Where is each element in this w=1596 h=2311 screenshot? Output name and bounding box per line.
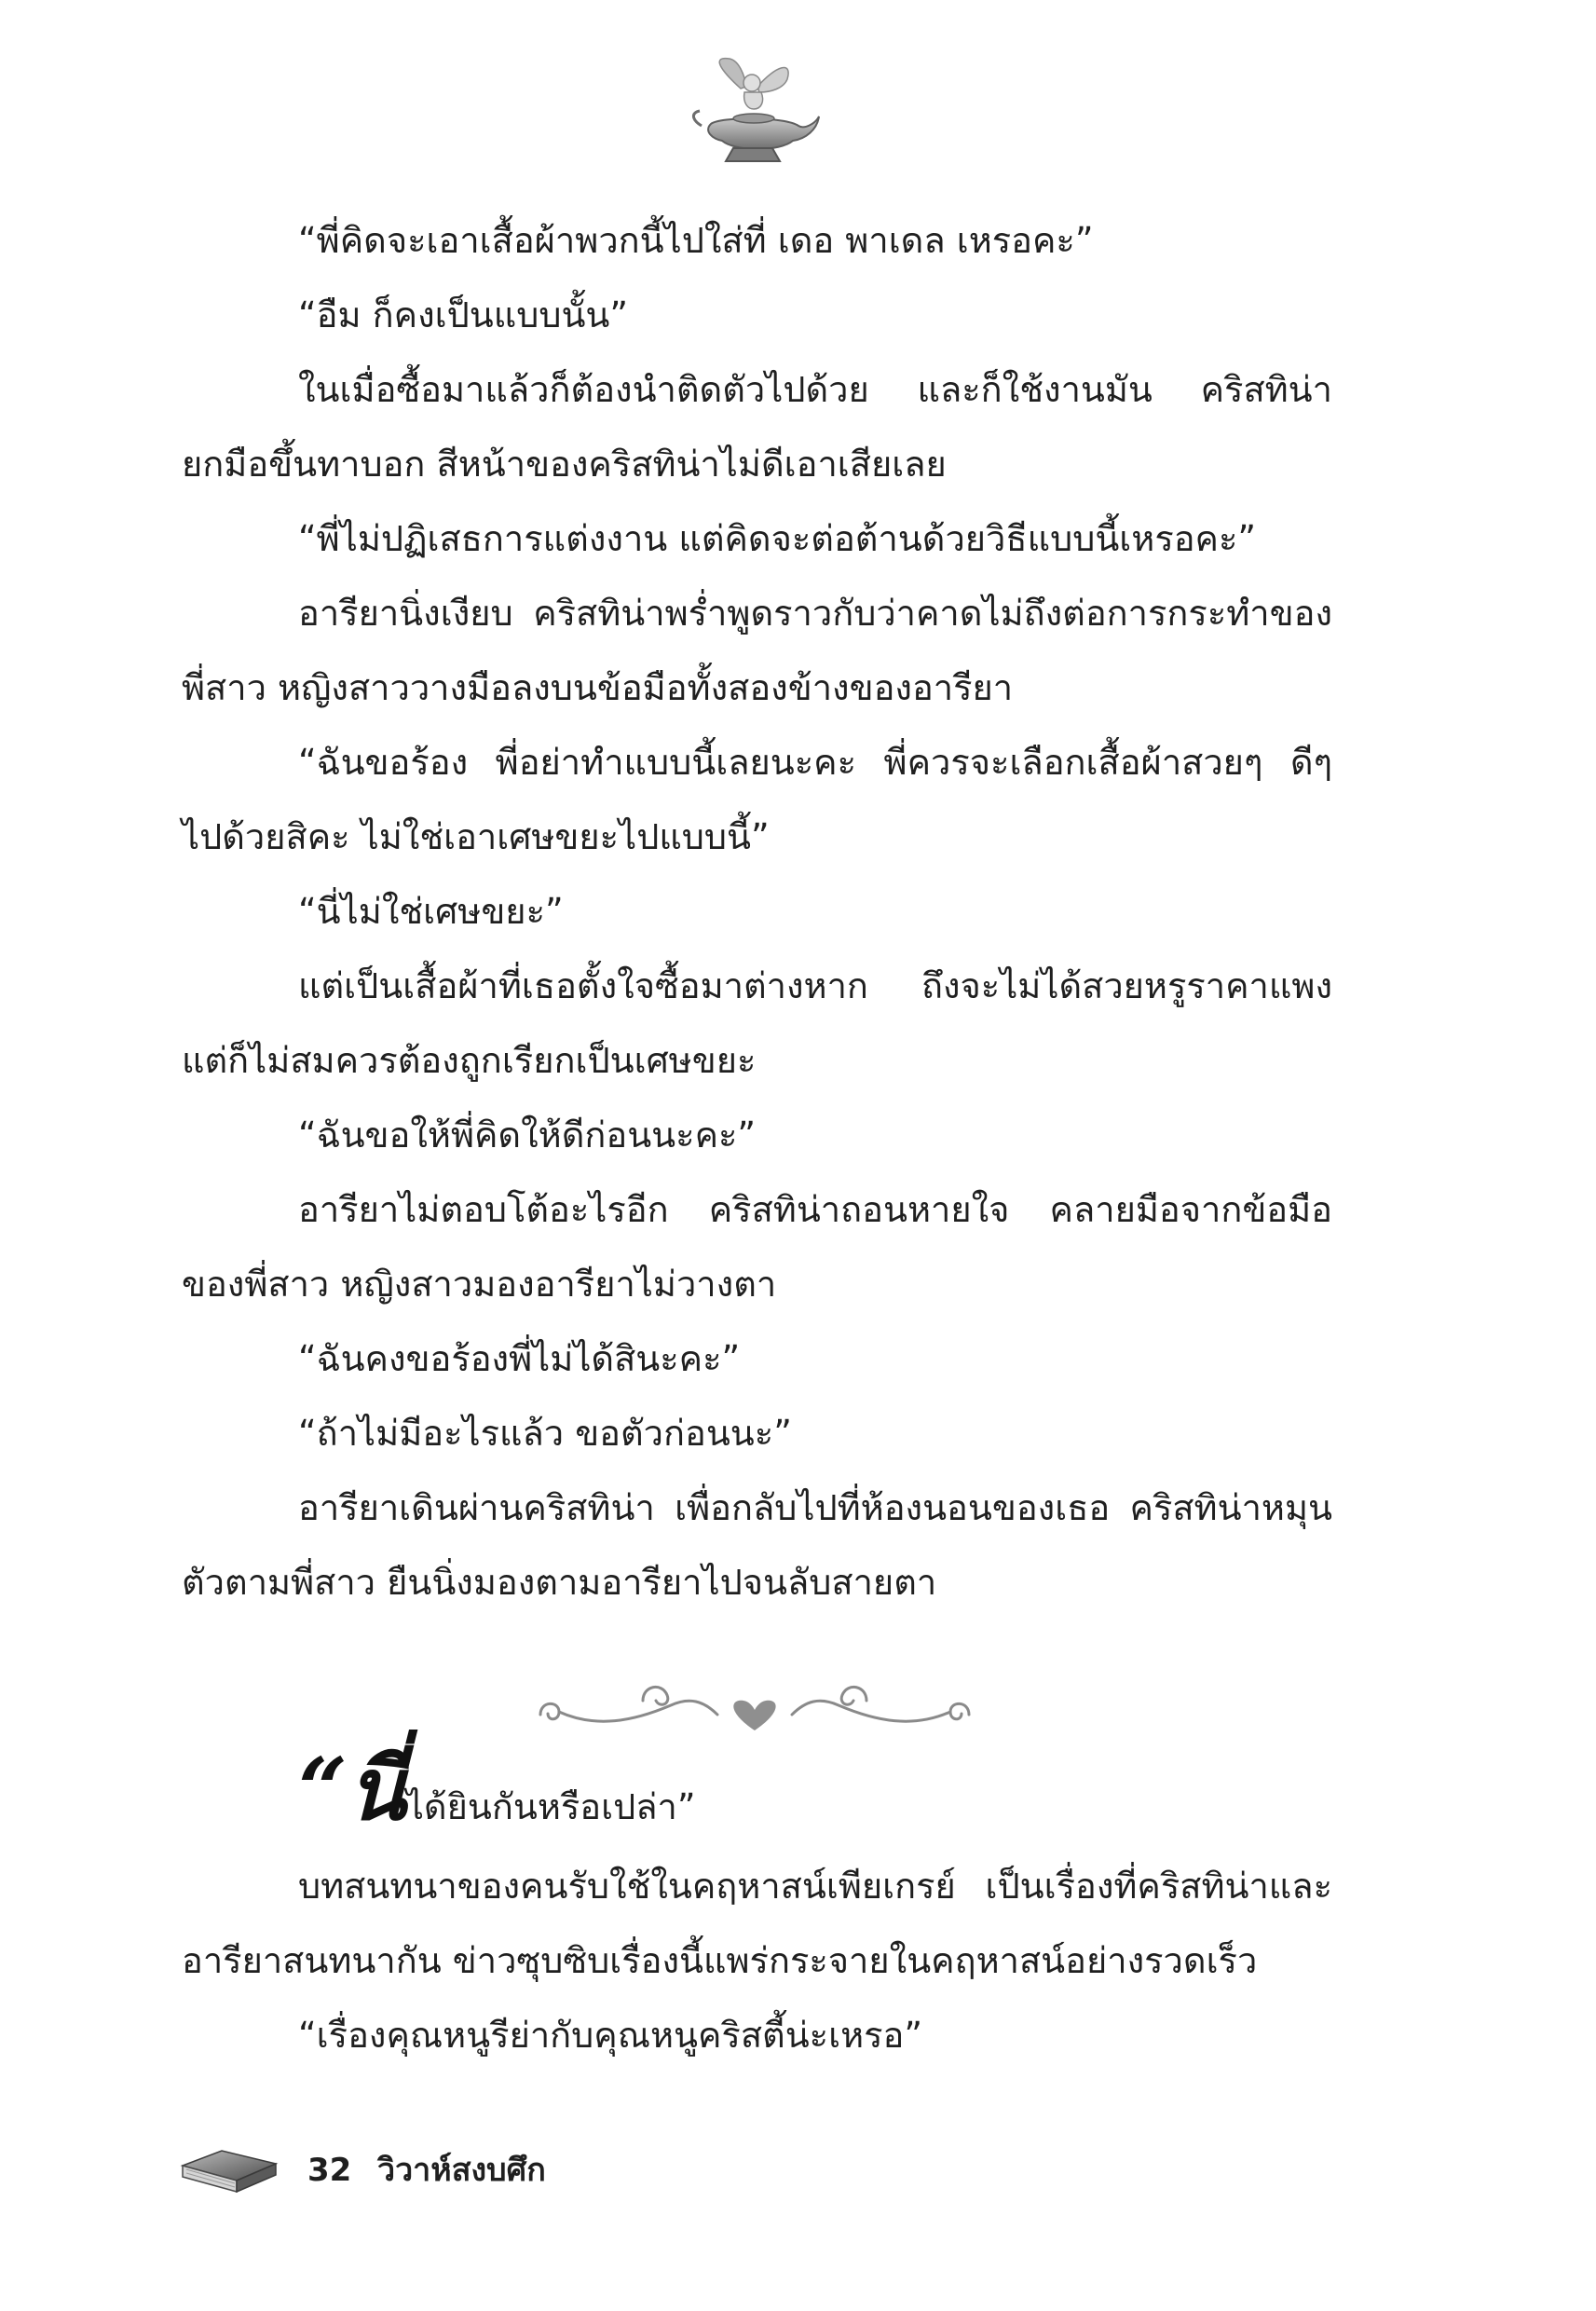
heart-flourish-divider-icon: [531, 1663, 978, 1747]
paragraph: “พี่ไม่ปฏิเสธการแต่งงาน แต่คิดจะต่อต้านด้วยวิธีแบบนี้เหรอคะ”: [298, 518, 1257, 559]
paragraph: “ถ้าไม่มีอะไรแล้ว ขอตัวก่อนนะ”: [298, 1413, 792, 1454]
page-footer: [177, 2143, 829, 2199]
opening-line-text: ได้ยินกันหรือเปล่า”: [405, 1786, 696, 1827]
section-opening-line: [182, 1739, 1332, 1849]
paragraph: “ฉันคงขอร้องพี่ไม่ได้สินะคะ”: [298, 1338, 741, 1379]
main-text: [182, 203, 1332, 1620]
paragraph: “ฉันขอให้พี่คิดให้ดีก่อนนะคะ”: [298, 1114, 757, 1156]
book-title: วิวาห์สงบศึก: [377, 2152, 546, 2189]
cupid-lamp-icon: [683, 51, 823, 168]
paragraph: บทสนทนาของคนรับใช้ในคฤหาสน์เพียเกรย์ เป็นเรื่องที่คริสทิน่าและอารียาสนทนากัน ข่าวซุบซิบเรื่องนี้แพร่กระจายในคฤหาสน์อย่างรวดเร็ว: [182, 1866, 1332, 1981]
paragraph: “อืม ก็คงเป็นแบบนั้น”: [298, 294, 629, 335]
drop-cap: “นี่: [298, 1739, 406, 1839]
paragraph: อารียาเดินผ่านคริสทิน่า เพื่อกลับไปที่ห้องนอนของเธอ คริสทิน่าหมุนตัวตามพี่สาว ยืนนิ่งมองตามอารียาไปจนลับสายตา: [182, 1487, 1332, 1603]
paragraph: อารียานิ่งเงียบ คริสทิน่าพร่ำพูดราวกับว่าคาดไม่ถึงต่อการกระทำของพี่สาว หญิงสาววางมือลงบนข้อมือทั้งสองข้างของอารียา: [182, 593, 1332, 708]
paragraph: “นี่ไม่ใช่เศษขยะ”: [298, 891, 564, 932]
paragraph: “พี่คิดจะเอาเสื้อผ้าพวกนี้ไปใส่ที่ เดอ พาเดล เหรอคะ”: [298, 220, 1094, 261]
paragraph: ในเมื่อซื้อมาแล้วก็ต้องนำติดตัวไปด้วย และก็ใช้งานมัน คริสทิน่ายกมือขึ้นทาบอก สีหน้าของคริสทิน่าไม่ดีเอาเสียเลย: [182, 369, 1332, 485]
paragraph: อารียาไม่ตอบโต้อะไรอีก คริสทิน่าถอนหายใจ คลายมือจากข้อมือของพี่สาว หญิงสาวมองอารียาไม่วางตา: [182, 1189, 1332, 1305]
paragraph: “เรื่องคุณหนูรีย่ากับคุณหนูคริสตี้น่ะเหรอ”: [298, 2015, 923, 2056]
paragraph: แต่เป็นเสื้อผ้าที่เธอตั้งใจซื้อมาต่างหาก ถึงจะไม่ได้สวยหรูราคาแพง แต่ก็ไม่สมควรต้องถูกเรียกเป็นเศษขยะ: [182, 965, 1332, 1081]
paragraph: “ฉันขอร้อง พี่อย่าทำแบบนี้เลยนะคะ พี่ควรจะเลือกเสื้อผ้าสวยๆ ดีๆ ไปด้วยสิคะ ไม่ใช่เอาเศษขยะไปแบบนี้”: [182, 742, 1332, 857]
section-two: [182, 1739, 1332, 2072]
page-number: 32: [307, 2152, 352, 2189]
book-icon: [177, 2145, 280, 2196]
